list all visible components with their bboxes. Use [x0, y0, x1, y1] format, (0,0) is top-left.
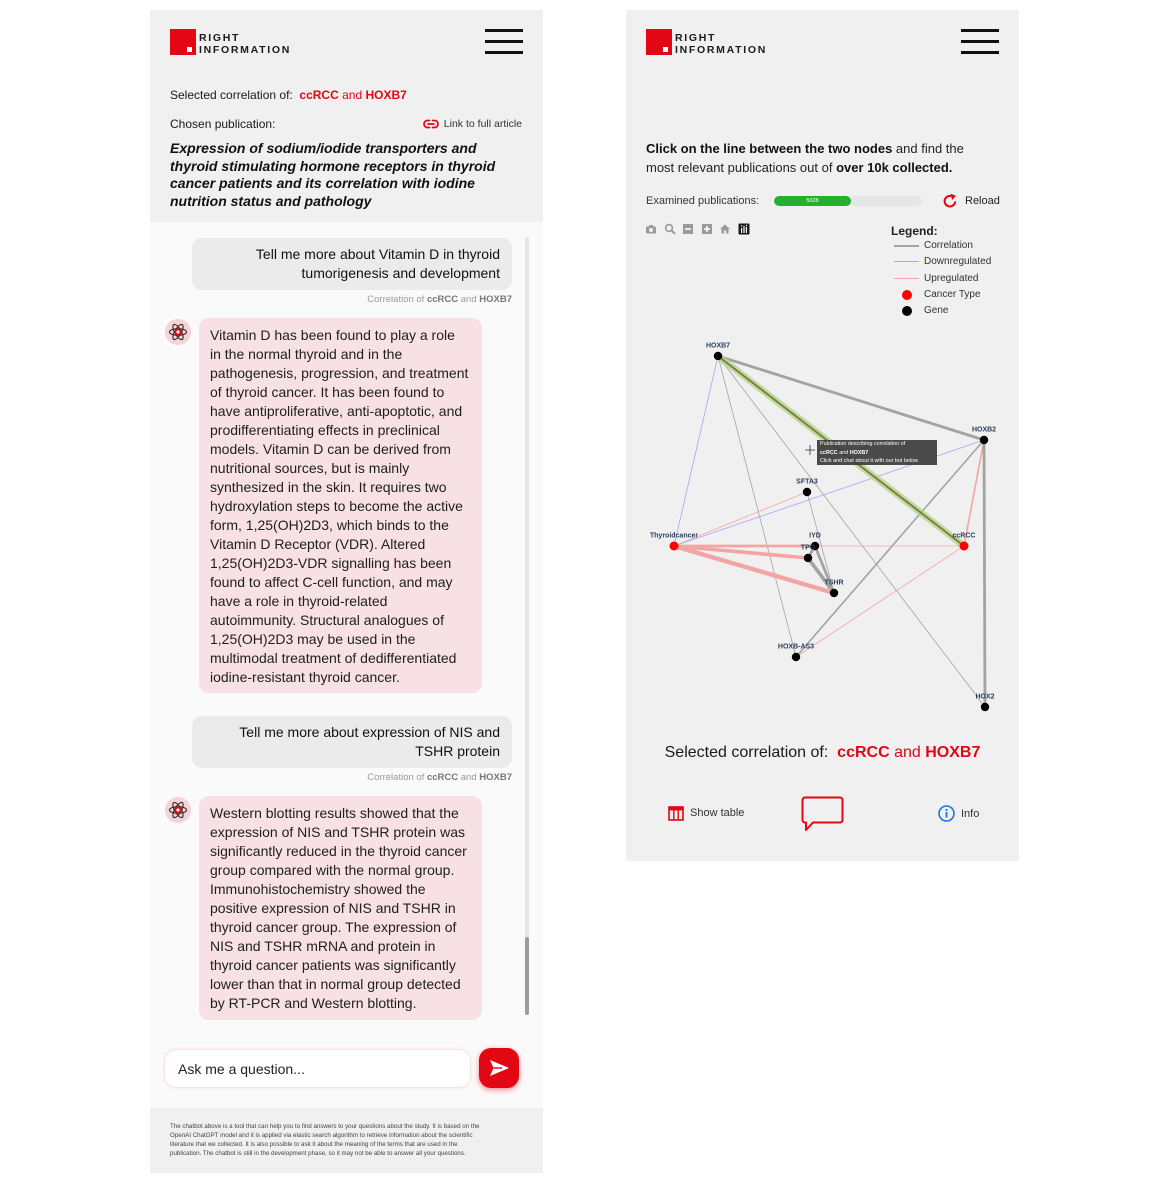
- tooltip-term-b: HOXB7: [849, 449, 869, 456]
- message-line: Vitamin D Receptor (VDR). Altered: [210, 535, 426, 552]
- show-table-label: Show table: [690, 807, 745, 819]
- publication-title: [170, 140, 535, 210]
- node-HOX2[interactable]: [981, 703, 989, 711]
- publication-title-line: cancer patients and its correlation with iodine: [170, 175, 475, 191]
- instructions-text-2: most relevant publications out of: [646, 160, 837, 175]
- node-label: TPO: [800, 544, 816, 552]
- message-line: form, 1,25(OH)2D3, which binds to the: [210, 516, 449, 533]
- menu-bar: [961, 29, 999, 32]
- message-line: lower than that in normal group detected: [210, 975, 461, 992]
- bot-message: [199, 796, 482, 1020]
- node-HOXB7[interactable]: [714, 352, 722, 360]
- selected-correlation-label: Selected correlation of:: [664, 744, 829, 761]
- caption-conjunction: and: [460, 772, 477, 783]
- selected-conjunction: and: [894, 744, 921, 761]
- message-line: prodifferentiating effects in preclinical: [210, 421, 440, 438]
- message-caption: [367, 294, 512, 306]
- message-caption: [367, 772, 512, 784]
- caption-conjunction: and: [460, 294, 477, 305]
- node-Thyroidcancer[interactable]: [670, 542, 679, 551]
- legend-item[interactable]: [894, 272, 1014, 286]
- link-icon: [423, 119, 439, 129]
- selected-conjunction: and: [342, 88, 363, 102]
- menu-bar: [485, 40, 523, 43]
- chat-scrollbar-thumb[interactable]: [525, 937, 529, 1015]
- message-line: have antiproliferative, anti-apoptotic, and: [210, 402, 463, 419]
- chat-area: [150, 222, 543, 1108]
- publication-title-line: Expression of sodium/iodide transporters and: [170, 140, 477, 156]
- logo-text-line-2: INFORMATION: [199, 44, 291, 56]
- zoom-in-icon[interactable]: [701, 223, 713, 235]
- tooltip-line-2: [820, 449, 937, 458]
- message-line: hydroxylation steps to become the active: [210, 497, 463, 514]
- message-line: expression of NIS and TSHR protein was: [210, 823, 465, 840]
- instructions-bold-1: Click on the line between the two nodes: [646, 141, 893, 156]
- edge-HOXB2-HOX2[interactable]: [984, 440, 985, 707]
- legend-label: Gene: [924, 305, 949, 316]
- node-label: TSHR: [824, 579, 844, 587]
- plotly-logo-icon[interactable]: [738, 223, 750, 235]
- brand-logo[interactable]: [646, 29, 786, 57]
- menu-bar: [485, 51, 523, 54]
- logo-mark-dot: [187, 47, 192, 52]
- node-label: HOXB7: [705, 342, 731, 350]
- node-label: HOX2: [975, 693, 995, 701]
- disclaimer-line: literature that we collected. It is also possible to ask it about the meaning of the terms that are used in the: [170, 1140, 458, 1148]
- message-line: synthesized in the skin. It requires two: [210, 478, 447, 495]
- menu-bar: [961, 51, 999, 54]
- progress-fill: 5028: [774, 196, 851, 206]
- message-line: pathogenesis, progression, and treatment: [210, 364, 469, 381]
- tooltip-conjunction: and: [839, 449, 849, 456]
- message-line: autoimmunity. Structural analogues of: [210, 611, 444, 628]
- message-line: of thyroid cancer. It has been found to: [210, 383, 445, 400]
- show-table-button[interactable]: [668, 805, 744, 821]
- legend-item[interactable]: [894, 304, 1014, 318]
- hamburger-menu-icon[interactable]: [961, 27, 999, 54]
- selected-term-a: ccRCC: [299, 88, 339, 102]
- caption-prefix: Correlation of: [367, 294, 425, 305]
- legend-dot-swatch: [902, 306, 912, 316]
- zoom-out-icon[interactable]: [682, 223, 694, 235]
- tooltip-line-1: Publication describing correlation of: [820, 441, 906, 447]
- link-to-full-article[interactable]: [423, 117, 522, 131]
- tooltip-term-a: ccRCC: [820, 449, 838, 456]
- examined-publications-label: Examined publications:: [646, 195, 760, 207]
- message-line: Tell me more about expression of NIS and: [239, 723, 500, 740]
- ask-question-input[interactable]: [164, 1049, 471, 1088]
- info-label: Info: [961, 807, 980, 820]
- legend-item[interactable]: [894, 288, 1014, 302]
- user-message: [192, 716, 512, 768]
- edge-HOXB2-ccRCC[interactable]: [964, 440, 984, 546]
- message-line: Vitamin D has been found to play a role: [210, 326, 455, 343]
- caption-term-a: ccRCC: [426, 772, 459, 783]
- logo-text-line-1: RIGHT: [199, 32, 241, 44]
- bot-message: [199, 318, 482, 693]
- chat-scrollbar[interactable]: [525, 237, 529, 1015]
- legend-title: Legend:: [891, 224, 938, 238]
- node-TSHR[interactable]: [830, 589, 838, 597]
- message-line: NIS and TSHR mRNA and protein in: [210, 937, 436, 954]
- edge-HOXB7-Thyroidcancer[interactable]: [674, 356, 718, 546]
- graph-view-panel: [626, 10, 1019, 861]
- reload-icon[interactable]: [942, 193, 958, 209]
- disclaimer-line: publication. The chatbot is still in the development phase, so it may not be able to answer all your questions.: [170, 1149, 466, 1157]
- legend-item[interactable]: [894, 239, 1014, 253]
- info-icon: [938, 805, 955, 822]
- message-line: significantly reduced in the thyroid cancer: [210, 842, 467, 859]
- instructions-bold-2: over 10k collected.: [836, 160, 953, 175]
- node-HOXB-AS3[interactable]: [792, 653, 800, 661]
- message-line: in the normal thyroid and in the: [210, 345, 403, 362]
- disclaimer-line: OpenAI ChatGPT model and it is applied via elastic search algorithm to retrieve information about the scientific: [170, 1131, 473, 1139]
- publication-title-line: nutrition status and pathology: [170, 192, 372, 209]
- node-ccRCC[interactable]: [960, 542, 969, 551]
- link-label: Link to full article: [443, 118, 522, 130]
- edge-hover-tooltip: [817, 440, 937, 465]
- reload-button[interactable]: Reload: [965, 195, 1000, 207]
- message-line: thyroid cancer group. The expression of: [210, 918, 457, 935]
- caption-prefix: Correlation of: [367, 772, 425, 783]
- selected-term-b: HOXB7: [365, 88, 407, 102]
- edge-HOXB7-HOXB-AS3[interactable]: [718, 356, 796, 657]
- camera-icon[interactable]: [645, 223, 657, 235]
- bot-avatar-atom-icon: [165, 319, 191, 345]
- send-button[interactable]: [479, 1048, 519, 1088]
- caption-term-a: ccRCC: [426, 294, 459, 305]
- node-TPO[interactable]: [804, 554, 812, 562]
- instructions: [646, 139, 964, 177]
- message-line: TSHR protein: [415, 742, 500, 759]
- chat-bubble-icon[interactable]: [801, 796, 844, 832]
- bot-avatar-atom-icon: [165, 797, 191, 823]
- caption-term-b: HOXB7: [479, 294, 512, 305]
- node-label: Thyroidcancer: [649, 532, 699, 540]
- chatbot-disclaimer: [150, 1108, 543, 1173]
- table-icon: [668, 806, 684, 821]
- legend-label: Upregulated: [924, 273, 979, 284]
- legend-dot-swatch: [902, 290, 912, 300]
- legend-line-swatch: [894, 261, 919, 262]
- caption-term-b: HOXB7: [479, 772, 512, 783]
- instructions-text-1: and find the: [892, 141, 964, 156]
- message-line: have a role in thyroid-related: [210, 592, 388, 609]
- user-message: [192, 238, 512, 290]
- message-line: tumorigenesis and development: [301, 264, 500, 281]
- message-line: models. Vitamin D can be derived from: [210, 440, 451, 457]
- message-line: 1,25(OH)2D3 may be used in the: [210, 630, 416, 647]
- legend-line-swatch: [894, 245, 919, 247]
- selected-correlation: [170, 88, 407, 102]
- edge-HOXB7-HOXB2[interactable]: [718, 356, 984, 440]
- message-line: positive expression of NIS and TSHR in: [210, 899, 456, 916]
- logo-mark-dot: [663, 47, 668, 52]
- menu-bar: [485, 29, 523, 32]
- chosen-publication-label: Chosen publication:: [170, 117, 276, 131]
- legend-label: Correlation: [924, 240, 973, 251]
- edge-SFTA3-TSHR[interactable]: [807, 492, 834, 593]
- message-line: multimodal treatment of dedifferentiated: [210, 649, 457, 666]
- message-line: thyroid cancer patients was significantly: [210, 956, 456, 973]
- node-label: HOXB-AS3: [777, 643, 815, 651]
- message-line: found to affect C-cell function, and may: [210, 573, 453, 590]
- node-label: ccRCC: [952, 532, 976, 540]
- chat-view-panel: [150, 10, 543, 1173]
- home-icon[interactable]: [719, 223, 731, 235]
- brand-logo[interactable]: [170, 29, 310, 57]
- selected-correlation: [626, 744, 1019, 762]
- legend-label: Cancer Type: [924, 289, 981, 300]
- zoom-icon[interactable]: [664, 223, 676, 235]
- hamburger-menu-icon[interactable]: [485, 27, 523, 54]
- message-line: Immunohistochemistry showed the: [210, 880, 426, 897]
- tooltip-line-3: Click and chat about it with our bot below: [820, 458, 918, 464]
- node-HOXB2[interactable]: [980, 436, 988, 444]
- send-icon: [479, 1048, 519, 1088]
- node-label: IYD: [809, 532, 821, 540]
- message-line: by RT-PCR and Western blotting.: [210, 994, 417, 1011]
- logo-mark: [646, 29, 672, 55]
- node-label: HOXB2: [971, 426, 997, 434]
- message-line: Tell me more about Vitamin D in thyroid: [255, 245, 500, 262]
- selected-term-a: ccRCC: [837, 744, 890, 761]
- message-line: nutritional sources, but is mainly: [210, 459, 410, 476]
- disclaimer-line: The chatbot above is a tool that can help you to find answers to your questions about the study. It is based on the: [170, 1122, 480, 1130]
- info-button[interactable]: [938, 805, 979, 822]
- logo-mark: [170, 29, 196, 55]
- examined-publications-progress: [774, 196, 922, 206]
- legend-line-swatch: [894, 278, 919, 279]
- logo-text-line-2: INFORMATION: [675, 44, 767, 56]
- message-line: Western blotting results showed that the: [210, 804, 459, 821]
- message-line: group compared with the normal group.: [210, 861, 455, 878]
- node-SFTA3[interactable]: [803, 488, 811, 496]
- crosshair-cursor-icon: [805, 445, 815, 455]
- logo-text-line-1: RIGHT: [675, 32, 717, 44]
- node-label: SFTA3: [796, 478, 818, 486]
- publication-title-line: thyroid stimulating hormone receptors in thyroid: [170, 157, 496, 174]
- legend-item[interactable]: [894, 255, 1014, 269]
- network-graph[interactable]: [626, 330, 1019, 720]
- message-line: 1,25(OH)2D3-VDR signalling has been: [210, 554, 452, 571]
- selected-term-b: HOXB7: [925, 744, 981, 761]
- selected-correlation-label: Selected correlation of:: [170, 88, 293, 102]
- legend-label: Downregulated: [924, 256, 992, 267]
- message-line: iodine-resistant thyroid cancer.: [210, 668, 400, 685]
- menu-bar: [961, 40, 999, 43]
